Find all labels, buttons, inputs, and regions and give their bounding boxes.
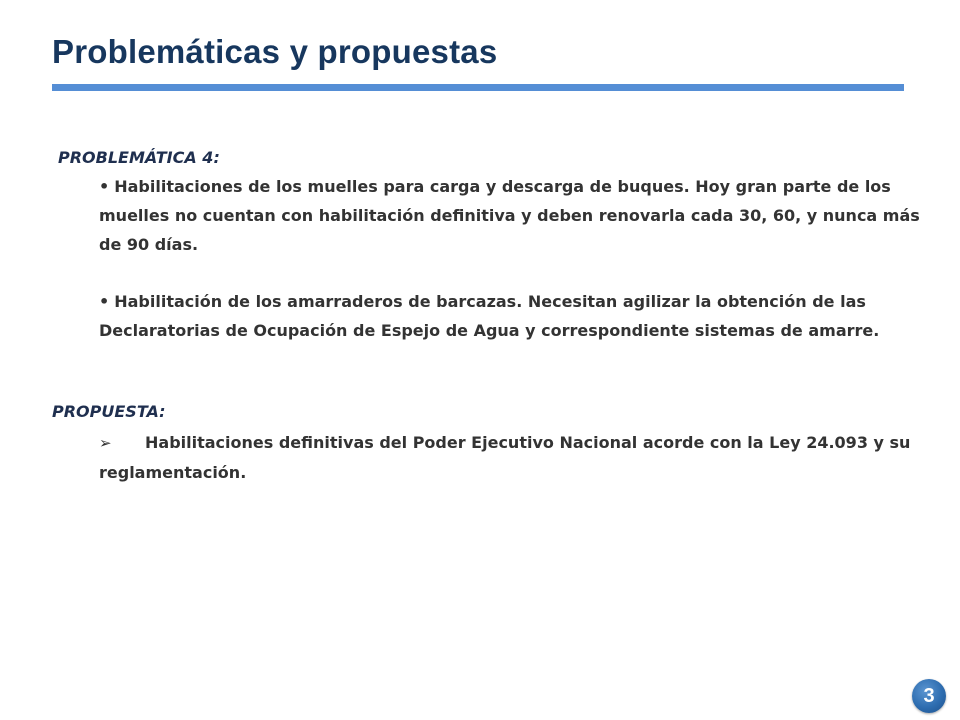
arrow-right-icon: ➢ [99,434,112,452]
title-underline [52,84,904,91]
bullet-icon: • [99,292,110,311]
bullet-icon: • [99,177,110,196]
problem-heading: PROBLEMÁTICA 4: [58,148,220,167]
page-number-badge: 3 [912,679,946,713]
proposal-item [99,428,939,487]
problem-item [99,172,939,259]
slide-title: Problemáticas y propuestas [52,33,498,70]
problem-item-text: Habilitaciones de los muelles para carga y descarga de buques. Hoy gran parte de los muelles no cuentan con habilitación definitiva y deben renovarla cada 30, 60, y nunca más de 90 días. [99,177,920,254]
problem-item [99,287,939,345]
proposal-item-text: Habilitaciones definitivas del Poder Ejecutivo Nacional acorde con la Ley 24.093 y su reglamentación. [99,433,911,482]
proposal-heading: PROPUESTA: [52,402,166,421]
problem-item-text: Habilitación de los amarraderos de barcazas. Necesitan agilizar la obtención de las Declaratorias de Ocupación de Espejo de Agua y correspondiente sistemas de amarre. [99,292,880,340]
